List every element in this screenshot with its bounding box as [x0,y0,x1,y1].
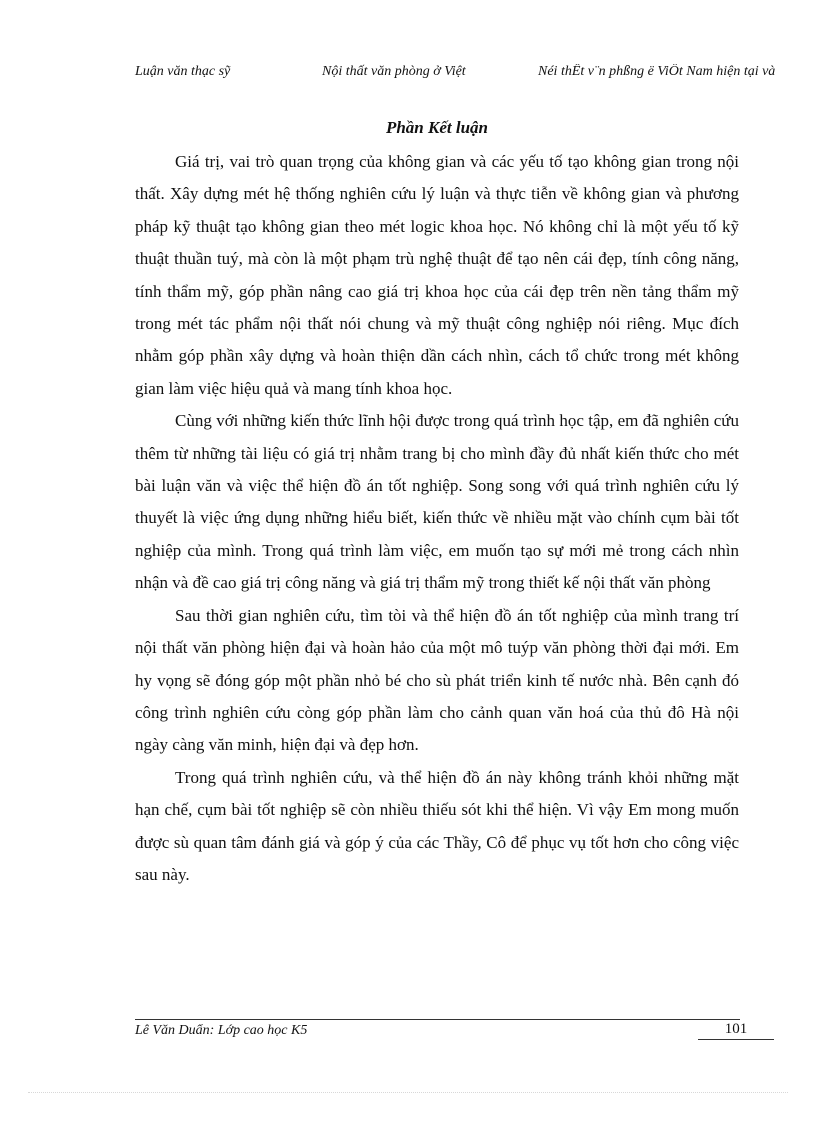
page-number: 101 [698,1021,774,1040]
paragraph-2: Cùng với những kiến thức lĩnh hội được trong quá trình học tập, em đã nghiên cứu thêm từ những tài liệu có giá trị nhằm trang bị cho mình đầy đủ nhất kiến thức cho mét bài luận văn và việc thể hiện đồ án tốt nghiệp. Song song với quá trình nghiên cứu lý thuyết là việc ứng dụng những hiểu biết, kiến thức về nhiều mặt vào chính cụm bài tốt nghiệp của mình. Trong quá trình làm việc, em muốn tạo sự mới mẻ trong cách nhìn nhận và đề cao giá trị công năng và giá trị thẩm mỹ trong thiết kế nội thất văn phòng [135,411,739,593]
footer-rule [135,1019,740,1020]
header-left: Luận văn thạc sỹ [135,64,231,79]
section-title: Phần Kết luận [385,118,489,137]
body-text [135,146,739,891]
paragraph-3: Sau thời gian nghiên cứu, tìm tòi và thể hiện đồ án tốt nghiệp của mình trang trí nội thất văn phòng hiện đại và hoàn hảo của một mô tuýp văn phòng thời đại mới. Em hy vọng sẽ đóng góp một phần nhỏ bé cho sù phát triển kinh tế nước nhà. Bên cạnh đó công trình nghiên cứu còng góp phần làm cho cảnh quan văn hoá của thủ đô Hà nội ngày càng văn minh, hiện đại và đẹp hơn. [135,605,739,755]
header-middle: Nội thất văn phòng ở Việt [322,64,466,79]
running-header [0,64,816,86]
page-bottom-divider [28,1092,788,1093]
header-right: Néi thÊt v¨n phßng ë ViÖt Nam hiện tại và [538,64,776,79]
footer-author: Lê Văn Duẩn: Lớp cao học K5 [135,1023,308,1038]
paragraph-1: Giá trị, vai trò quan trọng của không gian và các yếu tố tạo không gian trong nội thất. Xây dựng mét hệ thống nghiên cứu lý luận và thực tiễn về không gian và phương pháp kỹ thuật tạo không gian theo mét logic khoa học. Nó không chỉ là một yếu tố kỹ thuật thuần tuý, mà còn là một phạm trù nghệ thuật để tạo nên cái đẹp, tính công năng, tính thẩm mỹ, góp phần nâng cao giá trị khoa học của cái đẹp trên nền tảng thẩm mỹ trong mét tác phẩm nội thất nói chung và mỹ thuật công nghiệp nói riêng. Mục đích nhằm góp phần xây dựng và hoàn thiện dần cách nhìn, cách tổ chức trong mét không gian làm việc hiệu quả và mang tính khoa học. [135,152,739,398]
paragraph-4: Trong quá trình nghiên cứu, và thể hiện đồ án này không tránh khỏi những mặt hạn chế, cụm bài tốt nghiệp sẽ còn nhiều thiếu sót khi thể hiện. Vì vậy Em mong muốn được sù quan tâm đánh giá và góp ý của các Thầy, Cô để phục vụ tốt hơn cho công việc sau này. [135,767,739,884]
